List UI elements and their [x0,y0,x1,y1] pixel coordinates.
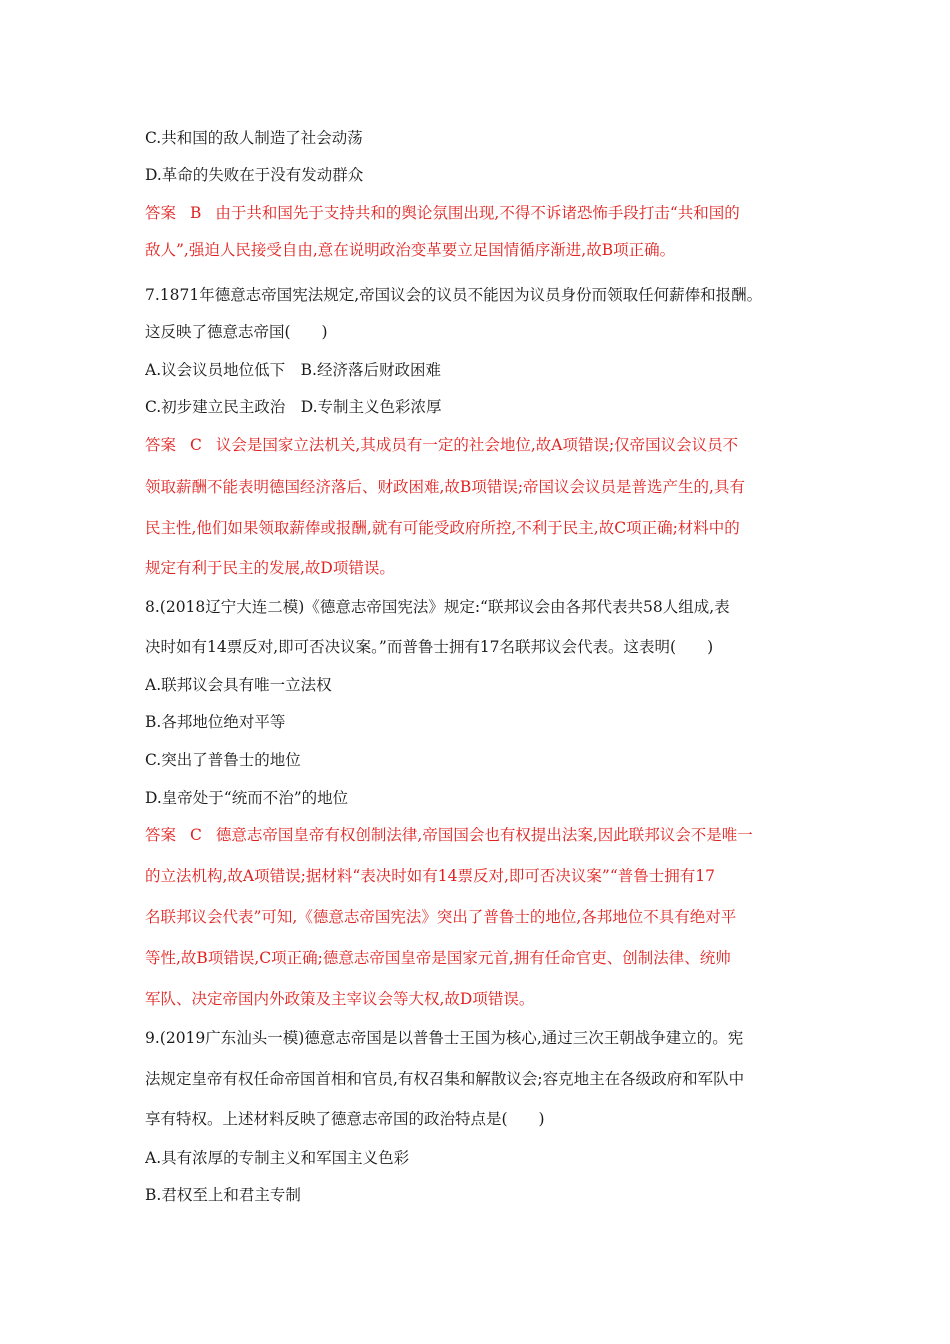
q7-options-ab: A.议会议员地位低下 B.经济落后财政困难 [145,361,441,379]
q8-answer-line-4: 等性,故B项错误,C项正确;德意志帝国皇帝是国家元首,拥有任命官吏、创制法律、统帅 [145,949,731,967]
q8-answer-line-3: 名联邦议会代表”可知,《德意志帝国宪法》突出了普鲁士的地位,各邦地位不具有绝对平 [145,908,737,926]
q8-answer-line-2: 的立法机构,故A项错误;据材料“表决时如有14票反对,即可否决议案”“普鲁士拥有17 [145,867,715,885]
q7-answer-line-4: 规定有利于民主的发展,故D项错误。 [145,559,395,577]
q7-answer-line-2: 领取薪酬不能表明德国经济落后、财政困难,故B项错误;帝国议会议员是普选产生的,具有 [145,478,745,496]
q8-option-c: C.突出了普鲁士的地位 [145,751,301,769]
q8-option-b: B.各邦地位绝对平等 [145,713,286,731]
answer-key: C [190,826,202,844]
answer-key: C [190,436,202,454]
q7-options-cd: C.初步建立民主政治 D.专制主义色彩浓厚 [145,398,442,416]
q6-option-c: C.共和国的敌人制造了社会动荡 [145,129,363,147]
answer-text: 由于共和国先于支持共和的舆论氛围出现,不得不诉诸恐怖手段打击“共和国的 [215,204,740,222]
q9-stem-line-3: 享有特权。上述材料反映了德意志帝国的政治特点是( ) [145,1110,545,1128]
answer-text: 议会是国家立法机关,其成员有一定的社会地位,故A项错误;仅帝国议会议员不 [215,436,739,454]
q8-stem-line-1: 8.(2018辽宁大连二模)《德意志帝国宪法》规定:“联邦议会由各邦代表共58人组成,表 [145,598,730,616]
q9-option-b: B.君权至上和君主专制 [145,1186,301,1204]
q7-stem-line-1: 7.1871年德意志帝国宪法规定,帝国议会的议员不能因为议员身份而领取任何薪俸和报酬。 [145,286,763,304]
answer-key: B [190,204,202,222]
q8-answer-line-1 [145,825,815,845]
answer-label: 答案 [145,436,177,454]
answer-label: 答案 [145,204,177,222]
q7-answer-line-3: 民主性,他们如果领取薪俸或报酬,就有可能受政府所控,不利于民主,故C项正确;材料中的 [145,519,740,537]
q7-stem-line-2: 这反映了德意志帝国( ) [145,323,328,341]
q9-option-a: A.具有浓厚的专制主义和军国主义色彩 [145,1149,410,1167]
q8-answer-line-5: 军队、决定帝国内外政策及主宰议会等大权,故D项错误。 [145,990,535,1008]
q8-option-a: A.联邦议会具有唯一立法权 [145,676,332,694]
q8-stem-line-2: 决时如有14票反对,即可否决议案。”而普鲁士拥有17名联邦议会代表。这表明( ) [145,638,714,656]
answer-text: 德意志帝国皇帝有权创制法律,帝国国会也有权提出法案,因此联邦议会不是唯一 [215,826,753,844]
q7-answer-line-1 [145,435,815,455]
q6-answer-line-1 [145,203,815,223]
q9-stem-line-2: 法规定皇帝有权任命帝国首相和官员,有权召集和解散议会;容克地主在各级政府和军队中 [145,1070,745,1088]
q6-answer-line-2: 敌人”,强迫人民接受自由,意在说明政治变革要立足国情循序渐进,故B项正确。 [145,241,676,259]
answer-label: 答案 [145,826,177,844]
q8-option-d: D.皇帝处于“统而不治”的地位 [145,789,349,807]
q9-stem-line-1: 9.(2019广东汕头一模)德意志帝国是以普鲁士王国为核心,通过三次王朝战争建立的。宪 [145,1029,744,1047]
q6-option-d: D.革命的失败在于没有发动群众 [145,166,364,184]
